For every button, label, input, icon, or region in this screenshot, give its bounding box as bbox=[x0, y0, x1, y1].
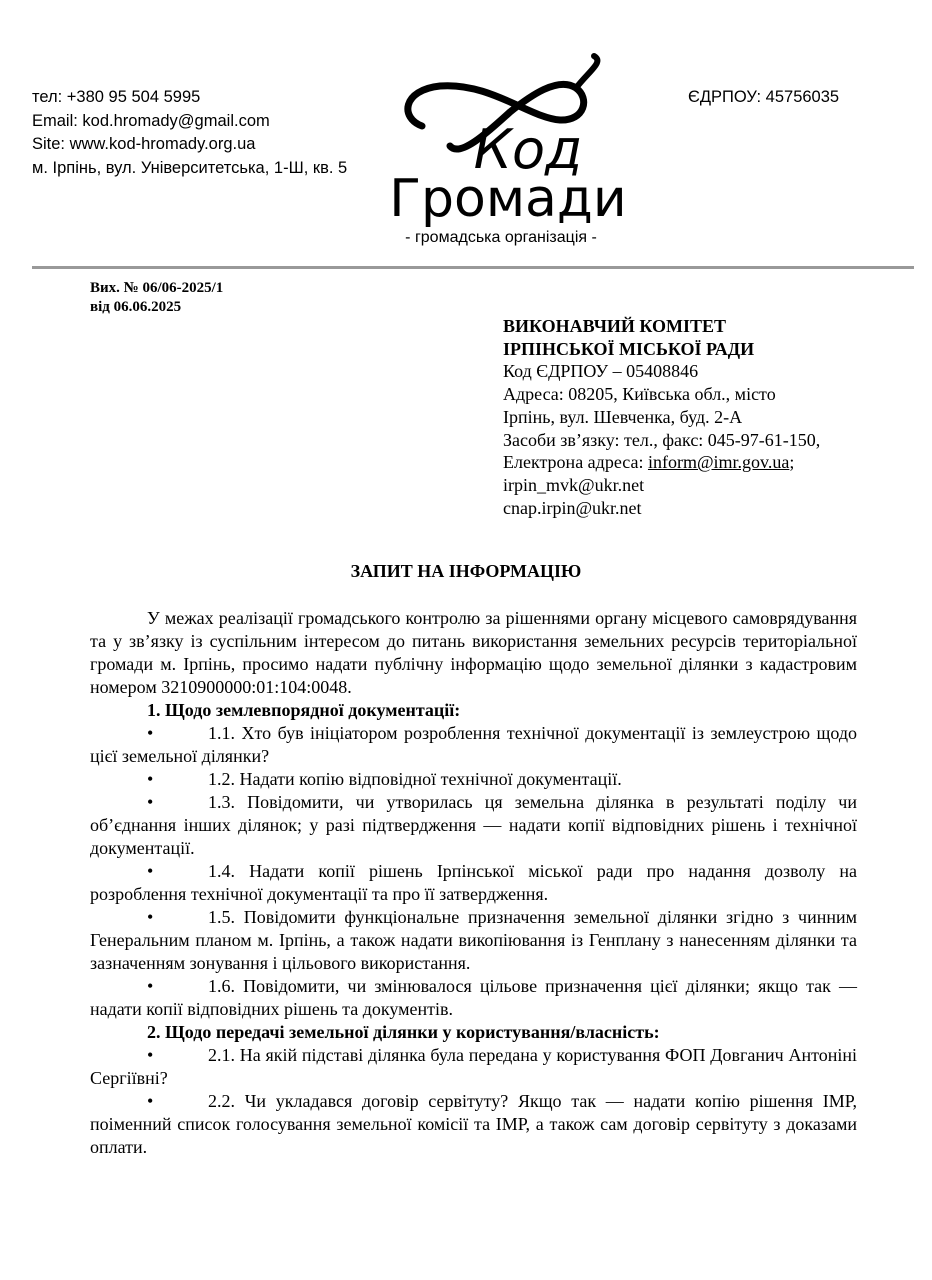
outgoing-number: Вих. № 06/06-2025/1 bbox=[90, 280, 224, 296]
header-divider bbox=[32, 266, 914, 269]
document-title: ЗАПИТ НА ІНФОРМАЦІЮ bbox=[350, 561, 582, 581]
bullet-icon: • bbox=[147, 976, 154, 996]
addressee-email-line bbox=[503, 451, 820, 474]
outgoing-date: від 06.06.2025 bbox=[90, 299, 182, 315]
list-item bbox=[90, 768, 857, 791]
addressee-block bbox=[503, 315, 820, 519]
list-item-text: 2.2. Чи укладався договір сервітуту? Якщо так — надати копію рішення ІМР, поіменний список голосування земельної комісії та ІМР, а також сам договір сервітуту з доказами оплати. bbox=[90, 1091, 857, 1157]
email-line: Email: kod.hromady@gmail.com bbox=[32, 111, 270, 130]
list-item-text: 1.4. Надати копії рішень Ірпінської міської ради про надання дозволу на розроблення технічної документації та про її затвердження. bbox=[90, 861, 857, 904]
addressee-code: Код ЄДРПОУ – 05408846 bbox=[503, 361, 699, 382]
list-item-text: 1.1. Хто був ініціатором розроблення технічної документації із землеустрою щодо цієї земельної ділянки? bbox=[90, 723, 857, 766]
kod-hromady-logo bbox=[380, 48, 640, 228]
addressee-email2: irpin_mvk@ukr.net bbox=[503, 474, 645, 495]
email-link[interactable]: inform@imr.gov.ua bbox=[647, 452, 790, 473]
list-item-text: 1.6. Повідомити, чи змінювалося цільове призначення цієї ділянки; якщо так — надати копії відповідних рішень та документів. bbox=[90, 976, 857, 1019]
logo-line1: Код bbox=[473, 118, 583, 181]
contact-block bbox=[32, 86, 347, 181]
list-item-text: 1.2. Надати копію відповідної технічної документації. bbox=[208, 769, 622, 789]
phone-line: тел: +380 95 504 5995 bbox=[32, 88, 201, 106]
intro-paragraph: У межах реалізації громадського контролю за рішеннями органу місцевого самоврядування та у зв’язку із суспільним інтересом до питань використання земельних ресурсів територіальної громади м. Ірпінь, просимо надати публічну інформацію щодо земельної ділянки з кадастровим номером 3210900000:01:104:0048. bbox=[90, 608, 857, 697]
bullet-icon: • bbox=[147, 861, 154, 881]
bullet-icon: • bbox=[147, 723, 154, 743]
list-item bbox=[90, 791, 857, 860]
org-tagline: - громадська організація - bbox=[405, 229, 597, 246]
list-item-text: 2.1. На якій підставі ділянка була передана у користування ФОП Довганич Антоніні Сергіївні? bbox=[90, 1045, 857, 1088]
section-heading: 1. Щодо землевпорядної документації: bbox=[147, 700, 461, 720]
document-body bbox=[90, 607, 857, 1159]
list-item bbox=[90, 722, 857, 768]
bullet-icon: • bbox=[147, 769, 154, 789]
address-line: м. Ірпінь, вул. Університетська, 1-Ш, кв. 5 bbox=[32, 159, 348, 178]
addressee-email3: cnap.irpin@ukr.net bbox=[503, 497, 642, 518]
site-line: Site: www.kod-hromady.org.ua bbox=[32, 135, 256, 154]
email-label: Електрона адреса: bbox=[503, 452, 648, 473]
bullet-icon: • bbox=[147, 792, 154, 812]
list-item bbox=[90, 1044, 857, 1090]
email-suffix: ; bbox=[789, 452, 795, 473]
section-heading: 2. Щодо передачі земельної ділянки у користування/власність: bbox=[147, 1022, 660, 1042]
logo-line2: Громади bbox=[389, 169, 627, 228]
bullet-icon: • bbox=[147, 907, 154, 927]
bullet-icon: • bbox=[147, 1091, 154, 1111]
list-item bbox=[90, 1090, 857, 1159]
addressee-address-line1: Адреса: 08205, Київська обл., місто bbox=[503, 384, 776, 405]
edrpou-code: ЄДРПОУ: 45756035 bbox=[688, 88, 840, 106]
addressee-phone: Засоби зв’язку: тел., факс: 045-97-61-150, bbox=[503, 429, 821, 450]
outgoing-reference bbox=[90, 279, 223, 317]
list-item bbox=[90, 975, 857, 1021]
list-item bbox=[90, 906, 857, 975]
list-item-text: 1.3. Повідомити, чи утворилась ця земельна ділянка в результаті поділу чи об’єднання інших ділянок; у разі підтвердження — надати копії відповідних рішень і технічної документації. bbox=[90, 792, 857, 858]
list-item bbox=[90, 860, 857, 906]
addressee-org-line2: ІРПІНСЬКОЇ МІСЬКОЇ РАДИ bbox=[503, 338, 755, 359]
list-item-text: 1.5. Повідомити функціональне призначення земельної ділянки згідно з чинним Генеральним планом м. Ірпінь, а також надати викопіювання із Генплану з нанесенням ділянки та зазначенням зонування і цільового використання. bbox=[90, 907, 857, 973]
bullet-icon: • bbox=[147, 1045, 154, 1065]
addressee-org-line1: ВИКОНАВЧИЙ КОМІТЕТ bbox=[503, 316, 727, 336]
addressee-address-line2: Ірпінь, вул. Шевченка, буд. 2-А bbox=[503, 406, 743, 427]
